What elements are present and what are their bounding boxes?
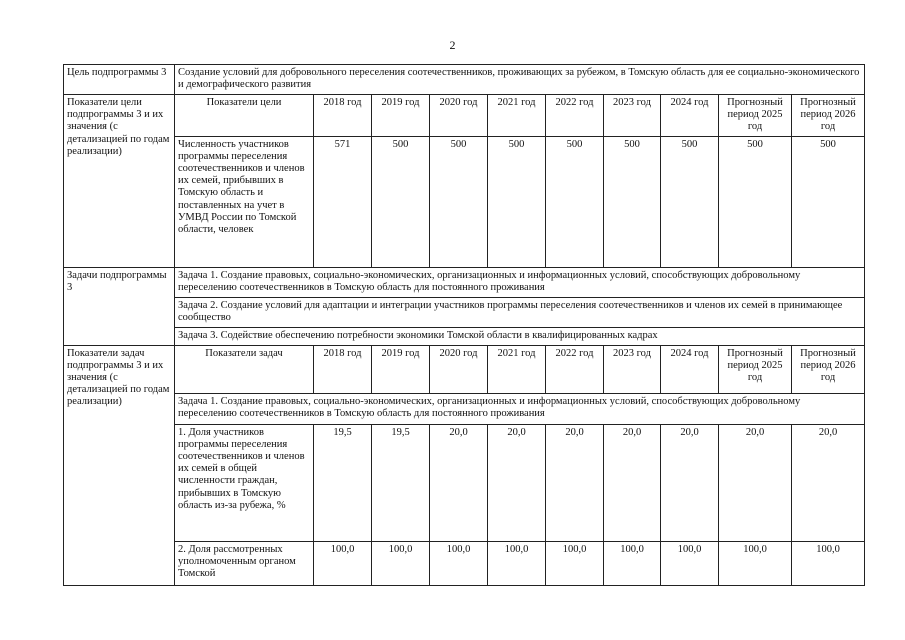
task-indicator-row bbox=[64, 541, 865, 585]
task-indicator-value: 19,5 bbox=[372, 424, 430, 541]
task-indicator-name: 1. Доля участников программы переселения соотечественников и членов их семей в общей численности граждан, прибывших в Томскую область из-за рубежа, % bbox=[175, 424, 314, 541]
task-indicators-label: Показатели задач подпрограммы 3 и их значения (с детализацией по годам реализации) bbox=[64, 345, 175, 585]
tasks-label: Задачи подпрограммы 3 bbox=[64, 267, 175, 345]
task-text: Задача 1. Создание правовых, социально-экономических, организационных и информационных условий, способствующих добровольному переселению соотечественников в Томскую область для постоянного проживания bbox=[175, 267, 865, 297]
task-indicator-value: 100,0 bbox=[719, 541, 792, 585]
task-indicator-value: 19,5 bbox=[314, 424, 372, 541]
task-row bbox=[64, 393, 865, 424]
goal-indicators-header: Показатели цели bbox=[175, 95, 314, 137]
task-row bbox=[64, 297, 865, 327]
task-row bbox=[64, 327, 865, 345]
task-row bbox=[64, 267, 865, 297]
year-header: 2021 год bbox=[488, 345, 546, 393]
goal-indicator-value: 500 bbox=[430, 136, 488, 267]
goal-indicator-value: 500 bbox=[661, 136, 719, 267]
year-header: 2020 год bbox=[430, 95, 488, 137]
year-header: 2019 год bbox=[372, 345, 430, 393]
task-indicator-value: 20,0 bbox=[661, 424, 719, 541]
goal-row bbox=[64, 65, 865, 95]
goal-text: Создание условий для добровольного переселения соотечественников, проживающих за рубежом, в Томскую область для ее социально-экономического и демографического развития bbox=[175, 65, 865, 95]
year-header: 2022 год bbox=[546, 95, 604, 137]
goal-label: Цель подпрограммы 3 bbox=[64, 65, 175, 95]
goal-indicator-value: 500 bbox=[372, 136, 430, 267]
year-header: 2023 год bbox=[604, 345, 661, 393]
goal-indicator-value: 500 bbox=[488, 136, 546, 267]
task-indicator-value: 100,0 bbox=[604, 541, 661, 585]
year-header: Прогнозный период 2026 год bbox=[792, 95, 865, 137]
year-header: 2018 год bbox=[314, 345, 372, 393]
goal-indicator-value: 500 bbox=[546, 136, 604, 267]
task-text: Задача 3. Содействие обеспечению потребности экономики Томской области в квалифицированных кадрах bbox=[175, 327, 865, 345]
task-indicator-value: 20,0 bbox=[488, 424, 546, 541]
task-indicator-value: 20,0 bbox=[719, 424, 792, 541]
task-indicator-value: 100,0 bbox=[430, 541, 488, 585]
year-header: Прогнозный период 2026 год bbox=[792, 345, 865, 393]
task-indicator-value: 100,0 bbox=[488, 541, 546, 585]
year-header: Прогнозный период 2025 год bbox=[719, 345, 792, 393]
task-indicator-value: 100,0 bbox=[314, 541, 372, 585]
task-indicator-value: 20,0 bbox=[546, 424, 604, 541]
task-text: Задача 2. Создание условий для адаптации и интеграции участников программы переселения соотечественников и членов их семей в принимающее сообщество bbox=[175, 297, 865, 327]
task-indicators-task1: Задача 1. Создание правовых, социально-экономических, организационных и информационных условий, способствующих добровольному переселению соотечественников в Томскую область для постоянного проживания bbox=[175, 393, 865, 424]
year-header: 2024 год bbox=[661, 95, 719, 137]
goal-indicators-header-row bbox=[64, 95, 865, 137]
year-header: 2018 год bbox=[314, 95, 372, 137]
task-indicator-value: 100,0 bbox=[372, 541, 430, 585]
year-header: 2020 год bbox=[430, 345, 488, 393]
task-indicators-header: Показатели задач bbox=[175, 345, 314, 393]
year-header: 2022 год bbox=[546, 345, 604, 393]
goal-indicator-name: Численность участников программы переселения соотечественников и членов их семей, прибывших в Томскую область и поставленных на учет в УМВД России по Томской области, человек bbox=[175, 136, 314, 267]
goal-indicator-row bbox=[64, 136, 865, 267]
goal-indicator-value: 500 bbox=[792, 136, 865, 267]
passport-table bbox=[63, 64, 865, 586]
task-indicators-header-row bbox=[64, 345, 865, 393]
page-number: 2 bbox=[449, 38, 456, 52]
goal-indicator-value: 500 bbox=[719, 136, 792, 267]
task-indicator-value: 20,0 bbox=[430, 424, 488, 541]
task-indicator-value: 20,0 bbox=[604, 424, 661, 541]
goal-indicators-label: Показатели цели подпрограммы 3 и их значения (с детализацией по годам реализации) bbox=[64, 95, 175, 268]
goal-indicator-value: 571 bbox=[314, 136, 372, 267]
year-header: 2024 год bbox=[661, 345, 719, 393]
goal-indicator-value: 500 bbox=[604, 136, 661, 267]
task-indicator-name: 2. Доля рассмотренных уполномоченным органом Томской bbox=[175, 541, 314, 585]
task-indicator-value: 100,0 bbox=[792, 541, 865, 585]
task-indicator-row bbox=[64, 424, 865, 541]
year-header: 2021 год bbox=[488, 95, 546, 137]
year-header: 2023 год bbox=[604, 95, 661, 137]
task-indicator-value: 100,0 bbox=[661, 541, 719, 585]
task-indicator-value: 100,0 bbox=[546, 541, 604, 585]
year-header: Прогнозный период 2025 год bbox=[719, 95, 792, 137]
year-header: 2019 год bbox=[372, 95, 430, 137]
task-indicator-value: 20,0 bbox=[792, 424, 865, 541]
